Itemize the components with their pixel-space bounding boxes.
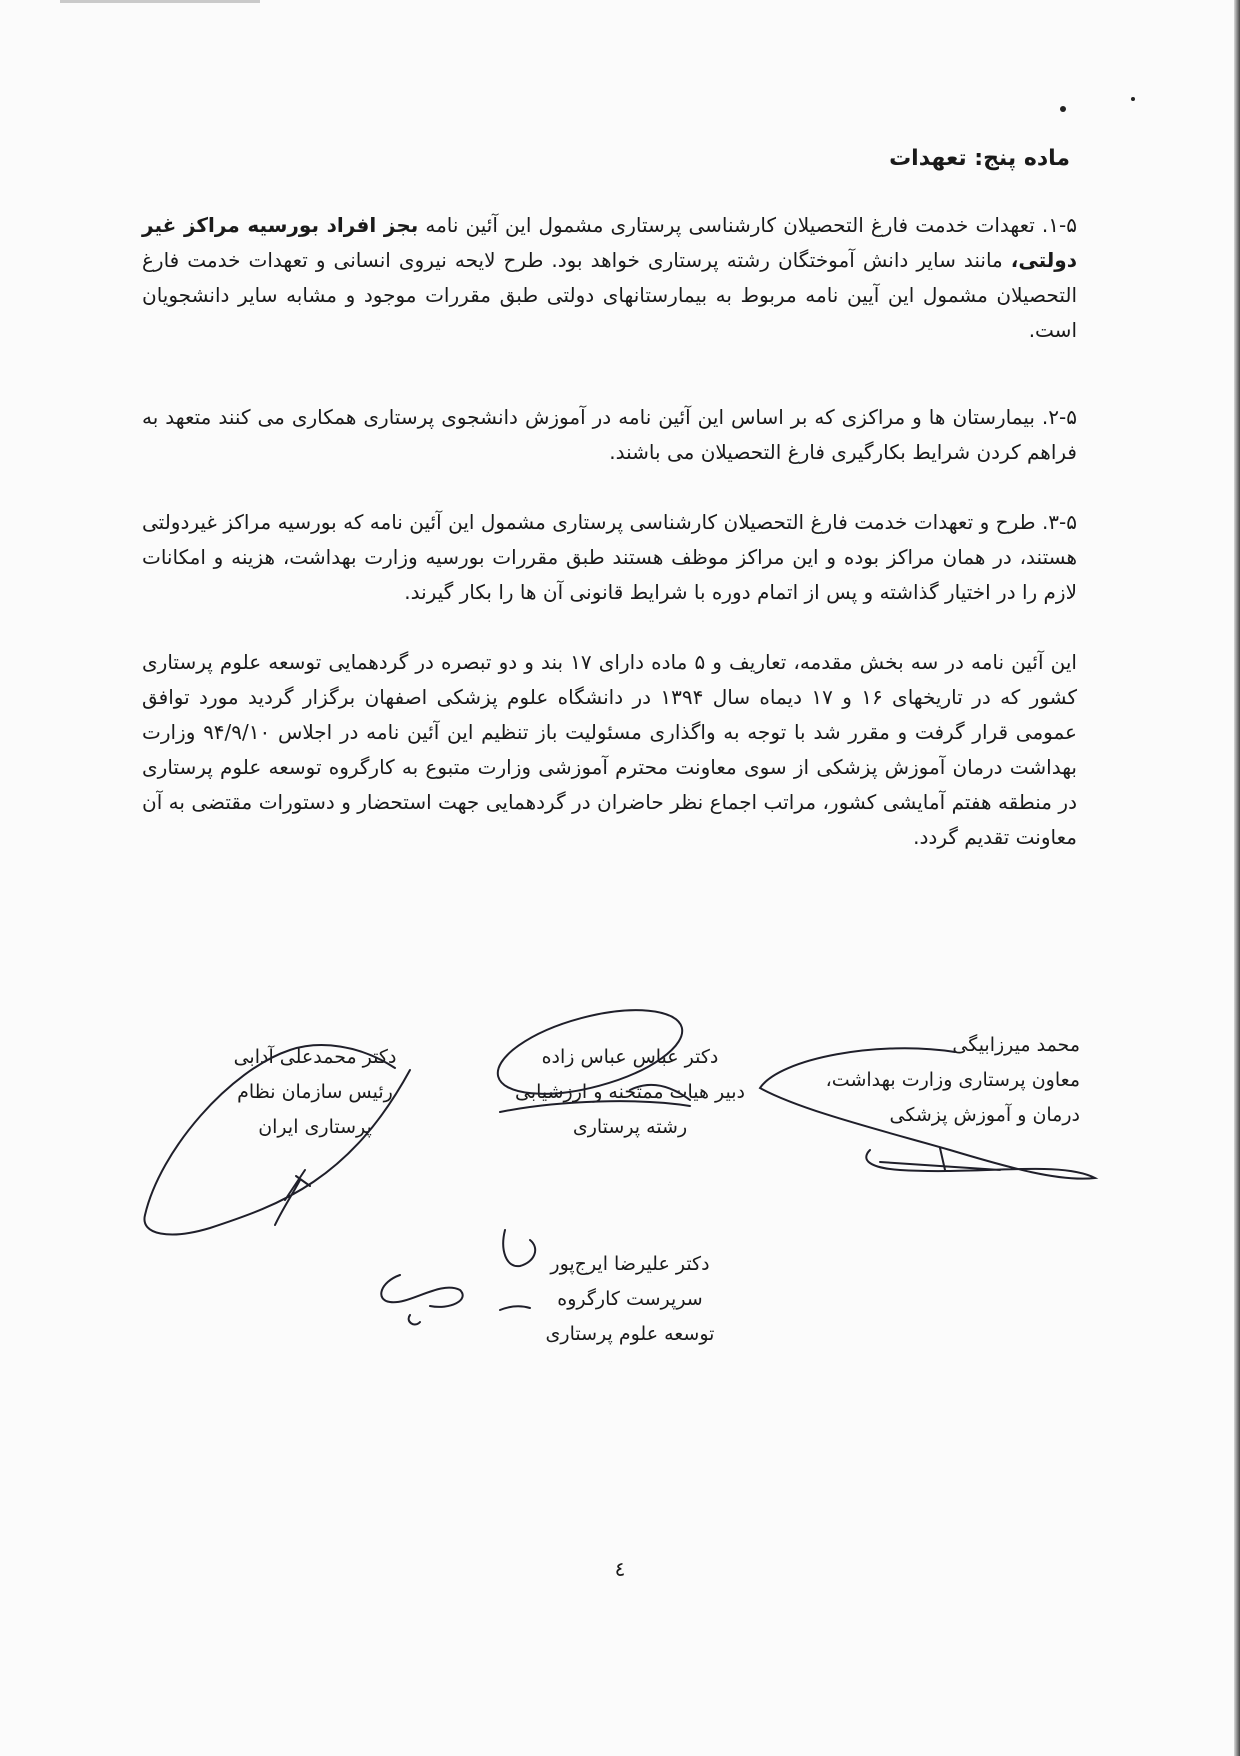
ink-dot: [1131, 97, 1135, 101]
clause-5-1: [142, 208, 1077, 348]
signatory-title: رشته پرستاری: [572, 1116, 688, 1138]
signatory-2: [495, 1040, 765, 1145]
signatory-1: [825, 1028, 1080, 1133]
scan-edge: [1234, 0, 1240, 1756]
signatory-name: دکتر عباس عباس زاده: [541, 1046, 719, 1068]
clause-text: ۱-۵. تعهدات خدمت فارغ التحصیلان کارشناسی پرستاری مشمول این آئین نامه: [418, 213, 1077, 237]
signatory-title: رئیس سازمان نظام: [237, 1081, 393, 1103]
signatory-4: [520, 1247, 740, 1352]
signatory-title: توسعه علوم پرستاری: [545, 1323, 715, 1345]
clause-5-3: ۳-۵. طرح و تعهدات خدمت فارغ التحصیلان کارشناسی پرستاری مشمول این آئین نامه که بورسیه مراکز غیردولتی هستند، در همان مراکز بوده و این مراکز موظف هستند طبق مقررات بورسیه وزارت بهداشت، هزینه و امکانات لازم را در اختیار گذاشته و پس از اتمام دوره با شرایط قانونی آن ها را بکار گیرند.: [142, 510, 1077, 604]
signatory-title: درمان و آموزش پزشکی: [889, 1104, 1080, 1126]
clause-5-2: ۲-۵. بیمارستان ها و مراکزی که بر اساس این آئین نامه در آموزش دانشجوی پرستاری همکاری می کنند متعهد به فراهم کردن شرایط بکارگیری فارغ التحصیلان می باشند.: [142, 405, 1077, 464]
signature-irajpour: [381, 1230, 535, 1324]
signatory-title: معاون پرستاری وزارت بهداشت،: [825, 1069, 1080, 1091]
scan-mark: [60, 0, 260, 3]
signatory-title: دبیر هیات ممتحنه و ارزشیابی: [514, 1081, 745, 1103]
clause-bold-text: بجز افراد بورسیه مراکز غیر دولتی،: [142, 213, 1077, 272]
signatory-name: محمد میرزابیگی: [952, 1034, 1080, 1056]
clause-text: مانند سایر دانش آموختگان رشته پرستاری خواهد بود. طرح لایحه نیروی انسانی و تعهدات خدمت فارغ التحصیلان مشمول این آیین نامه مربوط به بیمارستانهای دولتی طبق مقررات موجود و مشابه سایر دانشجویان است.: [142, 248, 1077, 342]
section-heading: ماده پنج: تعهدات: [889, 146, 1070, 171]
signatory-title: سرپرست کارگروه: [557, 1288, 703, 1310]
signatory-3: [200, 1040, 430, 1145]
page-number: ٤: [614, 1557, 626, 1581]
closing-paragraph: این آئین نامه در سه بخش مقدمه، تعاریف و ۵ ماده دارای ۱۷ بند و دو تبصره در گردهمایی توسعه علوم پرستاری کشور که در تاریخهای ۱۶ و ۱۷ دیماه سال ۱۳۹۴ در دانشگاه علوم پزشکی اصفهان برگزار گردید مورد توافق عمومی قرار گرفت و مقرر شد با توجه به واگذاری مسئولیت باز تنظیم این آئین نامه در اجلاس ۹۴/۹/۱۰ وزارت بهداشت درمان آموزش پزشکی از سوی معاونت محترم آموزشی وزارت متبوع به کارگروه توسعه علوم پرستاری در منطقه هفتم آمایشی کشور، مراتب اجماع نظر حاضران در گردهمایی جهت استحضار و دستورات مقتضی به آن معاونت تقدیم گردد.: [142, 650, 1078, 849]
signatory-name: دکتر محمدعلی آدابی: [233, 1046, 397, 1068]
signatory-name: دکتر علیرضا ایرج‌پور: [550, 1253, 710, 1275]
signatory-title: پرستاری ایران: [258, 1116, 372, 1138]
ink-dot: [1060, 106, 1066, 112]
